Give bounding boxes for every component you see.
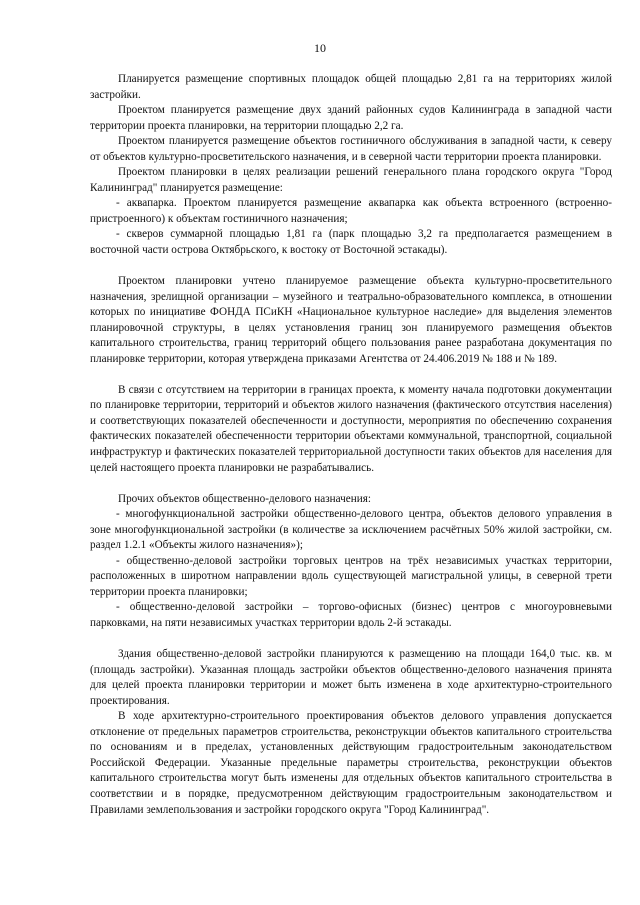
list-item-multifunctional: - многофункциональной застройки общественно-делового центра, объектов делового управления в зоне многофункциональной застройки (в количестве за исключением расчётных 50% жилой застройки, см. раздел 1.2.1 «Объекты жилого назначения»); [90,508,612,552]
paragraph-hotel-facilities: Проектом планируется размещение объектов гостиничного обслуживания в западной части, к северу от объектов культурно-просветительского назначения, и в северной части территории проекта планировки. [90,135,612,163]
page-number: 10 [314,41,326,55]
paragraph-no-population: В связи с отсутствием на территории в границах проекта, к моменту начала подготовки документации по планировке территории, территорий и объектов жилого назначения (фактического отсутствия населения) и соответствующих показателей обеспеченности и доступности, мероприятия по обеспечению сохранения фактических показателей обеспеченности территории объектами коммунальной, транспортной, социальной инфраструктур и фактических показателей территориальной доступности таких объектов для населения для целей настоящего проекта планировки не разрабатывались. [90,383,612,474]
list-item-squares: - скверов суммарной площадью 1,81 га (парк площадью 3,2 га предполагается размещением в восточной части острова Октябрьского, к востоку от Восточной эстакады). [90,228,612,257]
paragraph-court-buildings: Проектом планируется размещение двух зданий районных судов Калининграда в западной части территории проекта планировки, на территории площадью 2,2 га. [90,104,612,132]
list-item-aquapark: - аквапарка. Проектом планируется размещение аквапарка как объекта встроенного (встроенно-пристроенного) к объектам гостиничного назначения; [90,197,612,225]
paragraph-sports-grounds: Планируется размещение спортивных площадок общей площадью 2,81 га на территориях жилой застройки. [90,73,612,101]
paragraph-building-area: Здания общественно-деловой застройки планируются к размещению на площади 164,0 тыс. кв. м (площадь застройки). Указанная площадь застройки объектов общественно-делового назначения принята для целей проекта планировки территории и может быть изменена в ходе архитектурно-строительного проектирования. [90,648,612,707]
paragraph-general-plan-intro: Проектом планировки в целях реализации решений генерального плана городского округа "Город Калининград" планируется размещение: [90,166,612,194]
paragraph-deviation-allowed: В ходе архитектурно-строительного проектирования объектов делового управления допускается отклонение от предельных параметров строительства, реконструкции объектов капитального строительства по основаниям и в пределах, установленных действующим градостроительным законодательством Российской Федерации. Указанные предельные параметры строительства, реконструкции объектов капитального строительства могут быть изменены для отдельных объектов капитального строительства в соответствии и в порядке, предусмотренном действующим градостроительным законодательством и Правилами землепользования и застройки городского округа "Город Калининград". [90,710,612,816]
list-item-shopping-centers: - общественно-деловой застройки торговых центров на трёх независимых участках территории, расположенных в широтном направлении вдоль существующей магистральной улицы, в северной трети территории проекта планировки; [90,554,612,598]
list-item-business-centers: - общественно-деловой застройки – торгово-офисных (бизнес) центров с многоуровневыми парковками, на пяти независимых участках территории вдоль 2-й эстакады. [90,601,612,629]
paragraph-other-objects-heading: Прочих объектов общественно-делового назначения: [118,492,371,505]
paragraph-cultural-object: Проектом планировки учтено планируемое размещение объекта культурно-просветительного назначения, зрелищной организации – музейного и театрально-образовательного комплекса, в отношении которых по инициативе ФОНДА ПСиКН «Национальное культурное наследие» для выделения элементов планировочной структуры, в целях установления границ зон планируемого размещения объектов капитального строительства, границ территорий общего пользования ранее разработана документация по планировке территории, которая утверждена приказами Агентства от 24.406.2019 № 188 и № 189. [90,275,612,365]
document-body [90,72,612,818]
